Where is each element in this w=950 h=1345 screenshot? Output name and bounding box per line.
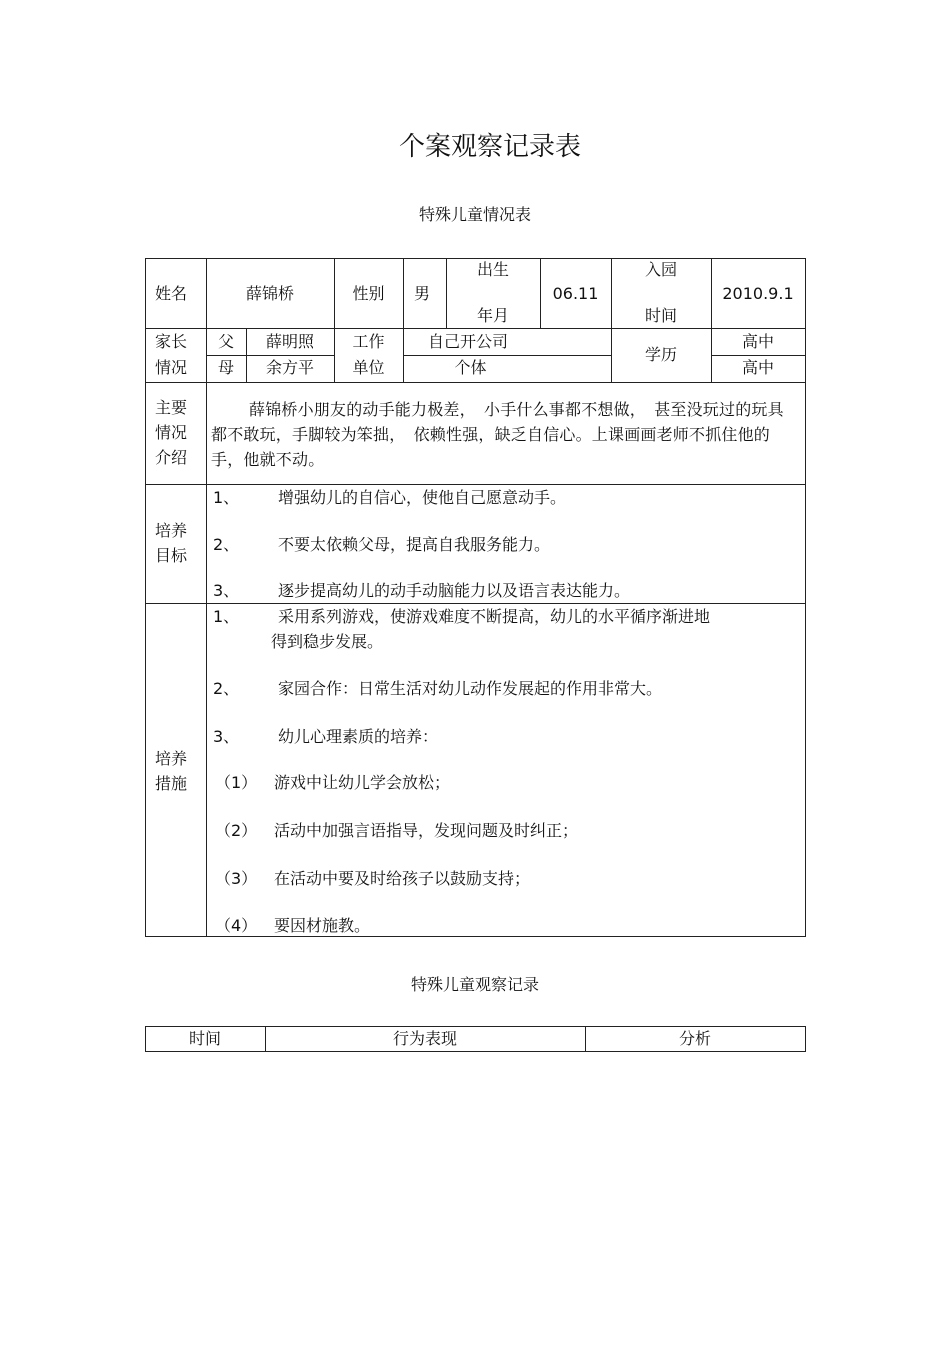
- measure-text-cont: 得到稳步发展。: [271, 632, 384, 651]
- section-title-situation: 特殊儿童情况表: [418, 205, 531, 224]
- father-education: 高中: [741, 332, 774, 351]
- goals-label-line1: 培养: [155, 521, 188, 540]
- education-label: 学历: [644, 345, 677, 364]
- goal-text: 增强幼儿的自信心，使他自己愿意动手。: [278, 488, 567, 507]
- measure-sub-text: 游戏中让幼儿学会放松；: [274, 773, 451, 792]
- measures-label-line1: 培养: [155, 749, 188, 768]
- measure-sub-num: （3）: [215, 869, 258, 888]
- goal-text: 逐步提高幼儿的动手动脑能力以及语言表达能力。: [278, 581, 631, 600]
- measure-num: 1、: [213, 607, 240, 626]
- birth-label-line2: 年月: [476, 306, 509, 325]
- gender-label: 性别: [352, 284, 385, 303]
- section-title-observation: 特殊儿童观察记录: [410, 975, 539, 994]
- table-line: [145, 258, 146, 936]
- table-line: [711, 355, 806, 356]
- table-line: [403, 355, 611, 356]
- gender-value: 男: [414, 284, 431, 303]
- work-label-line2: 单位: [352, 358, 385, 377]
- birth-value: 06.11: [552, 284, 599, 303]
- father-label: 父: [217, 332, 234, 351]
- measure-sub-num: （2）: [215, 821, 258, 840]
- enroll-value: 2010.9.1: [722, 284, 794, 303]
- measure-sub-text: 活动中加强言语指导，发现问题及时纠正；: [274, 821, 579, 840]
- goal-num: 1、: [213, 488, 240, 507]
- table-line: [145, 328, 806, 329]
- table-line: [145, 1026, 806, 1027]
- goal-num: 2、: [213, 535, 240, 554]
- measure-sub-num: （1）: [215, 773, 258, 792]
- name-label: 姓名: [155, 284, 188, 303]
- father-name: 薛明照: [265, 332, 314, 351]
- father-work: 自己开公司: [427, 332, 508, 351]
- table-line: [145, 382, 806, 383]
- page-title: 个案观察记录表: [398, 132, 581, 162]
- name-value: 薛锦桥: [245, 284, 294, 303]
- table-line: [805, 1026, 806, 1051]
- table-line: [145, 603, 806, 604]
- mother-name: 余方平: [265, 358, 314, 377]
- table-line: [145, 258, 806, 259]
- goals-label-line2: 目标: [155, 546, 188, 565]
- intro-label-line1: 主要: [155, 398, 188, 417]
- goal-text: 不要太依赖父母，提高自我服务能力。: [278, 535, 551, 554]
- measure-sub-num: （4）: [215, 916, 258, 935]
- goal-num: 3、: [213, 581, 240, 600]
- intro-label-line2: 情况: [155, 423, 188, 442]
- measure-num: 2、: [213, 679, 240, 698]
- mother-label: 母: [217, 358, 234, 377]
- mother-work: 个体: [454, 358, 487, 377]
- measure-text: 幼儿心理素质的培养：: [278, 727, 439, 746]
- measures-label-line2: 措施: [155, 774, 188, 793]
- measure-sub-text: 要因材施教。: [274, 916, 371, 935]
- header-behavior: 行为表现: [392, 1029, 457, 1048]
- measure-text: 家园合作：日常生活对幼儿动作发展起的作用非常大。: [278, 679, 663, 698]
- measure-num: 3、: [213, 727, 240, 746]
- parents-label-line1: 家长: [155, 332, 188, 351]
- measure-sub-text: 在活动中要及时给孩子以鼓励支持；: [274, 869, 531, 888]
- enroll-label-line1: 入园: [644, 260, 677, 279]
- work-label-line1: 工作: [352, 332, 385, 351]
- table-line: [145, 936, 806, 937]
- parents-label-line2: 情况: [155, 358, 188, 377]
- table-line: [805, 258, 806, 936]
- table-line: [145, 484, 806, 485]
- enroll-label-line2: 时间: [644, 306, 677, 325]
- table-line: [206, 355, 335, 356]
- birth-label-line1: 出生: [476, 260, 509, 279]
- measure-text: 采用系列游戏，使游戏难度不断提高，幼儿的水平循序渐进地: [278, 607, 711, 626]
- table-line: [145, 1051, 806, 1052]
- intro-label-line3: 介绍: [155, 448, 188, 467]
- intro-text: 薛锦桥小朋友的动手能力极差， 小手什么事都不想做， 甚至没玩过的玩具都不敢玩，手脚较为笨拙， 依赖性强，缺乏自信心。上课画画老师不抓住他的手，他就不动。: [211, 400, 784, 469]
- header-time: 时间: [188, 1029, 221, 1048]
- mother-education: 高中: [741, 358, 774, 377]
- header-analysis: 分析: [678, 1029, 711, 1048]
